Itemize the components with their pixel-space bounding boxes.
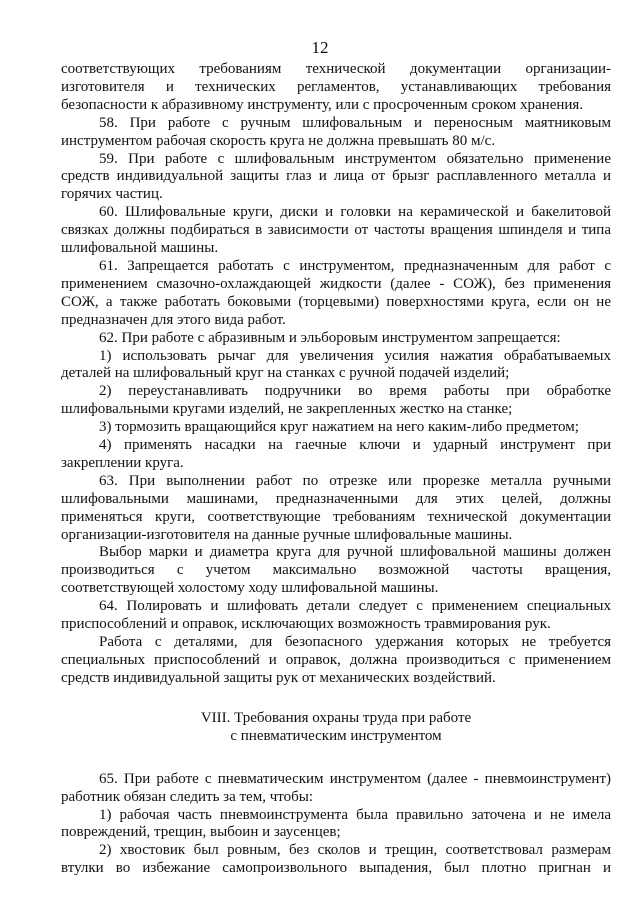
list-item-65-1: 1) рабочая часть пневмоинструмента была правильно заточена и не имела повреждений, трещин, выбоин и заусенцев; [61,806,611,841]
paragraph-62: 62. При работе с абразивным и эльборовым инструментом запрещается: [99,329,561,346]
paragraph-63: 63. При выполнении работ по отрезке или прорезке металла ручными шлифовальными машинами, предназначенными для этих целей, должны применяться круги, соответствующие требованиям технической документации организации-изготовителя на данные ручные шлифовальные машины. [61,472,611,543]
paragraph-continuation: соответствующих требованиям технической документации организации-изготовителя и технических регламентов, устанавливающих требования безопасности к абразивному инструменту, или с просроченным сроком хранения. [61,61,611,113]
paragraph-65: 65. При работе с пневматическим инструментом (далее - пневмоинструмент) работник обязан следить за тем, чтобы: [61,770,611,805]
list-item-62-2: 2) переустанавливать подручники во время работы при обработке шлифовальными кругами изделий, не закрепленных жестко на станке; [61,383,611,418]
list-item-65-2: 2) хвостовик был ровным, без сколов и трещин, соответствовал размерам втулки во избежание самопроизвольного выпадения, был плотно пригнан и [61,842,611,877]
section-heading [61,709,611,745]
list-item-62-3: 3) тормозить вращающийся круг нажатием на него каким-либо предметом; [99,419,579,436]
page-number: 12 [311,38,329,57]
paragraph-64-continued: Работа с деталями, для безопасного удержания которых не требуется специальных приспособлений и оправок, должна производиться с применением средств индивидуальной защиты рук от механических воздействий. [61,634,611,686]
paragraph-58: 58. При работе с ручным шлифовальным и переносным маятниковым инструментом рабочая скорость круга не должна превышать 80 м/с. [61,114,611,149]
section-heading-line-2: с пневматическим инструментом [230,727,442,744]
paragraph-63-continued: Выбор марки и диаметра круга для ручной шлифовальной машины должен производиться с учетом максимально возможной частоты вращения, соответствующей холостому ходу шлифовальной машины. [61,544,611,597]
paragraph-59: 59. При работе с шлифовальным инструментом обязательно применение средств индивидуальной защиты глаз и лица от брызг расплавленного металла и горячих частиц. [61,150,611,203]
paragraph-61: 61. Запрещается работать с инструментом, предназначенным для работ с применением смазочно-охлаждающей жидкости (далее - СОЖ), без применения СОЖ, а также работать боковыми (торцевыми) поверхностями круга, если он не предназначен для этого вида работ. [61,257,611,328]
paragraph-60: 60. Шлифовальные круги, диски и головки на керамической и бакелитовой связках должны подбираться в зависимости от частоты вращения шпинделя и типа шлифовальной машины. [61,204,611,257]
list-item-62-4: 4) применять насадки на гаечные ключи и ударный инструмент при закреплении круга. [61,437,611,471]
list-item-62-1: 1) использовать рычаг для увеличения усилия нажатия обрабатываемых деталей на шлифовальный круг на станках с ручной подачей изделий; [61,347,611,382]
document-body [61,61,611,878]
section-heading-line-1: VIII. Требования охраны труда при работе [200,709,472,726]
paragraph-64: 64. Полировать и шлифовать детали следует с применением специальных приспособлений и оправок, исключающих возможность травмирования рук. [61,598,611,633]
